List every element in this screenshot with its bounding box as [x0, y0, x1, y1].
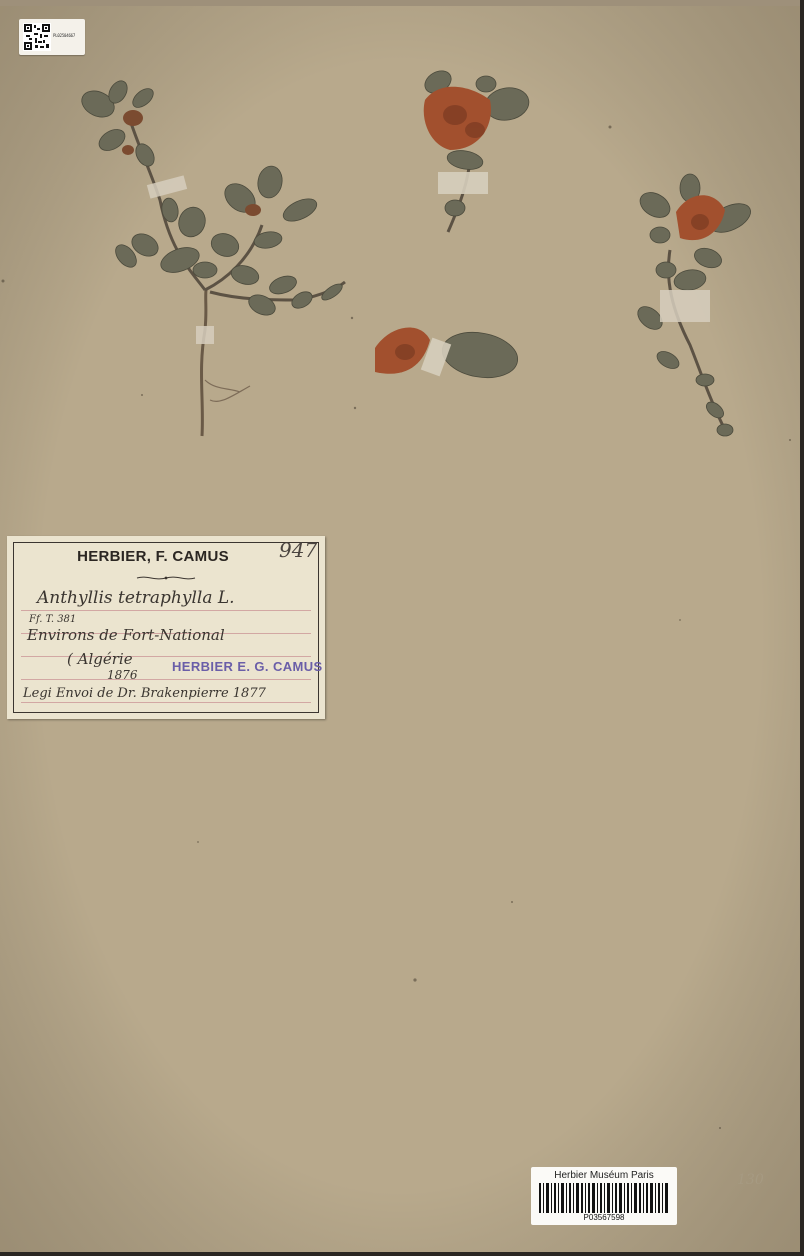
ruled-line: [21, 702, 311, 703]
plant-specimens: [0, 0, 800, 520]
ruled-line: [21, 610, 311, 611]
ruled-line: [21, 679, 311, 680]
plant-fragment-center: [375, 327, 521, 384]
barcode-number: P03567598: [583, 1213, 625, 1222]
barcode-icon: [539, 1183, 669, 1213]
barcode-label: [531, 1167, 677, 1225]
qr-code-text: PL02504667: [53, 33, 76, 38]
ruled-line: [21, 656, 311, 657]
plant-specimen-right: [633, 174, 755, 436]
label-number: 947: [279, 538, 318, 562]
herbarium-label: [7, 536, 325, 719]
flourish-divider: [135, 574, 197, 582]
collection-year: 1876: [107, 668, 138, 682]
faint-pencil-number: 130: [737, 1172, 764, 1188]
plant-specimen-top-center: [421, 66, 532, 232]
region: ( Algérie: [67, 650, 133, 668]
plant-specimen-left: [78, 78, 345, 436]
label-heading: HERBIER, F. CAMUS: [77, 548, 229, 565]
reference-note: Ff. T. 381: [29, 614, 77, 625]
locality: Environs de Fort-National: [27, 626, 225, 644]
barcode-title: Herbier Muséum Paris: [554, 1170, 654, 1181]
taxon-name: Anthyllis tetraphylla L.: [37, 588, 235, 608]
collector-note: Legi Envoi de Dr. Brakenpierre 1877: [23, 686, 266, 701]
herbier-stamp: HERBIER E. G. CAMUS: [172, 659, 323, 674]
